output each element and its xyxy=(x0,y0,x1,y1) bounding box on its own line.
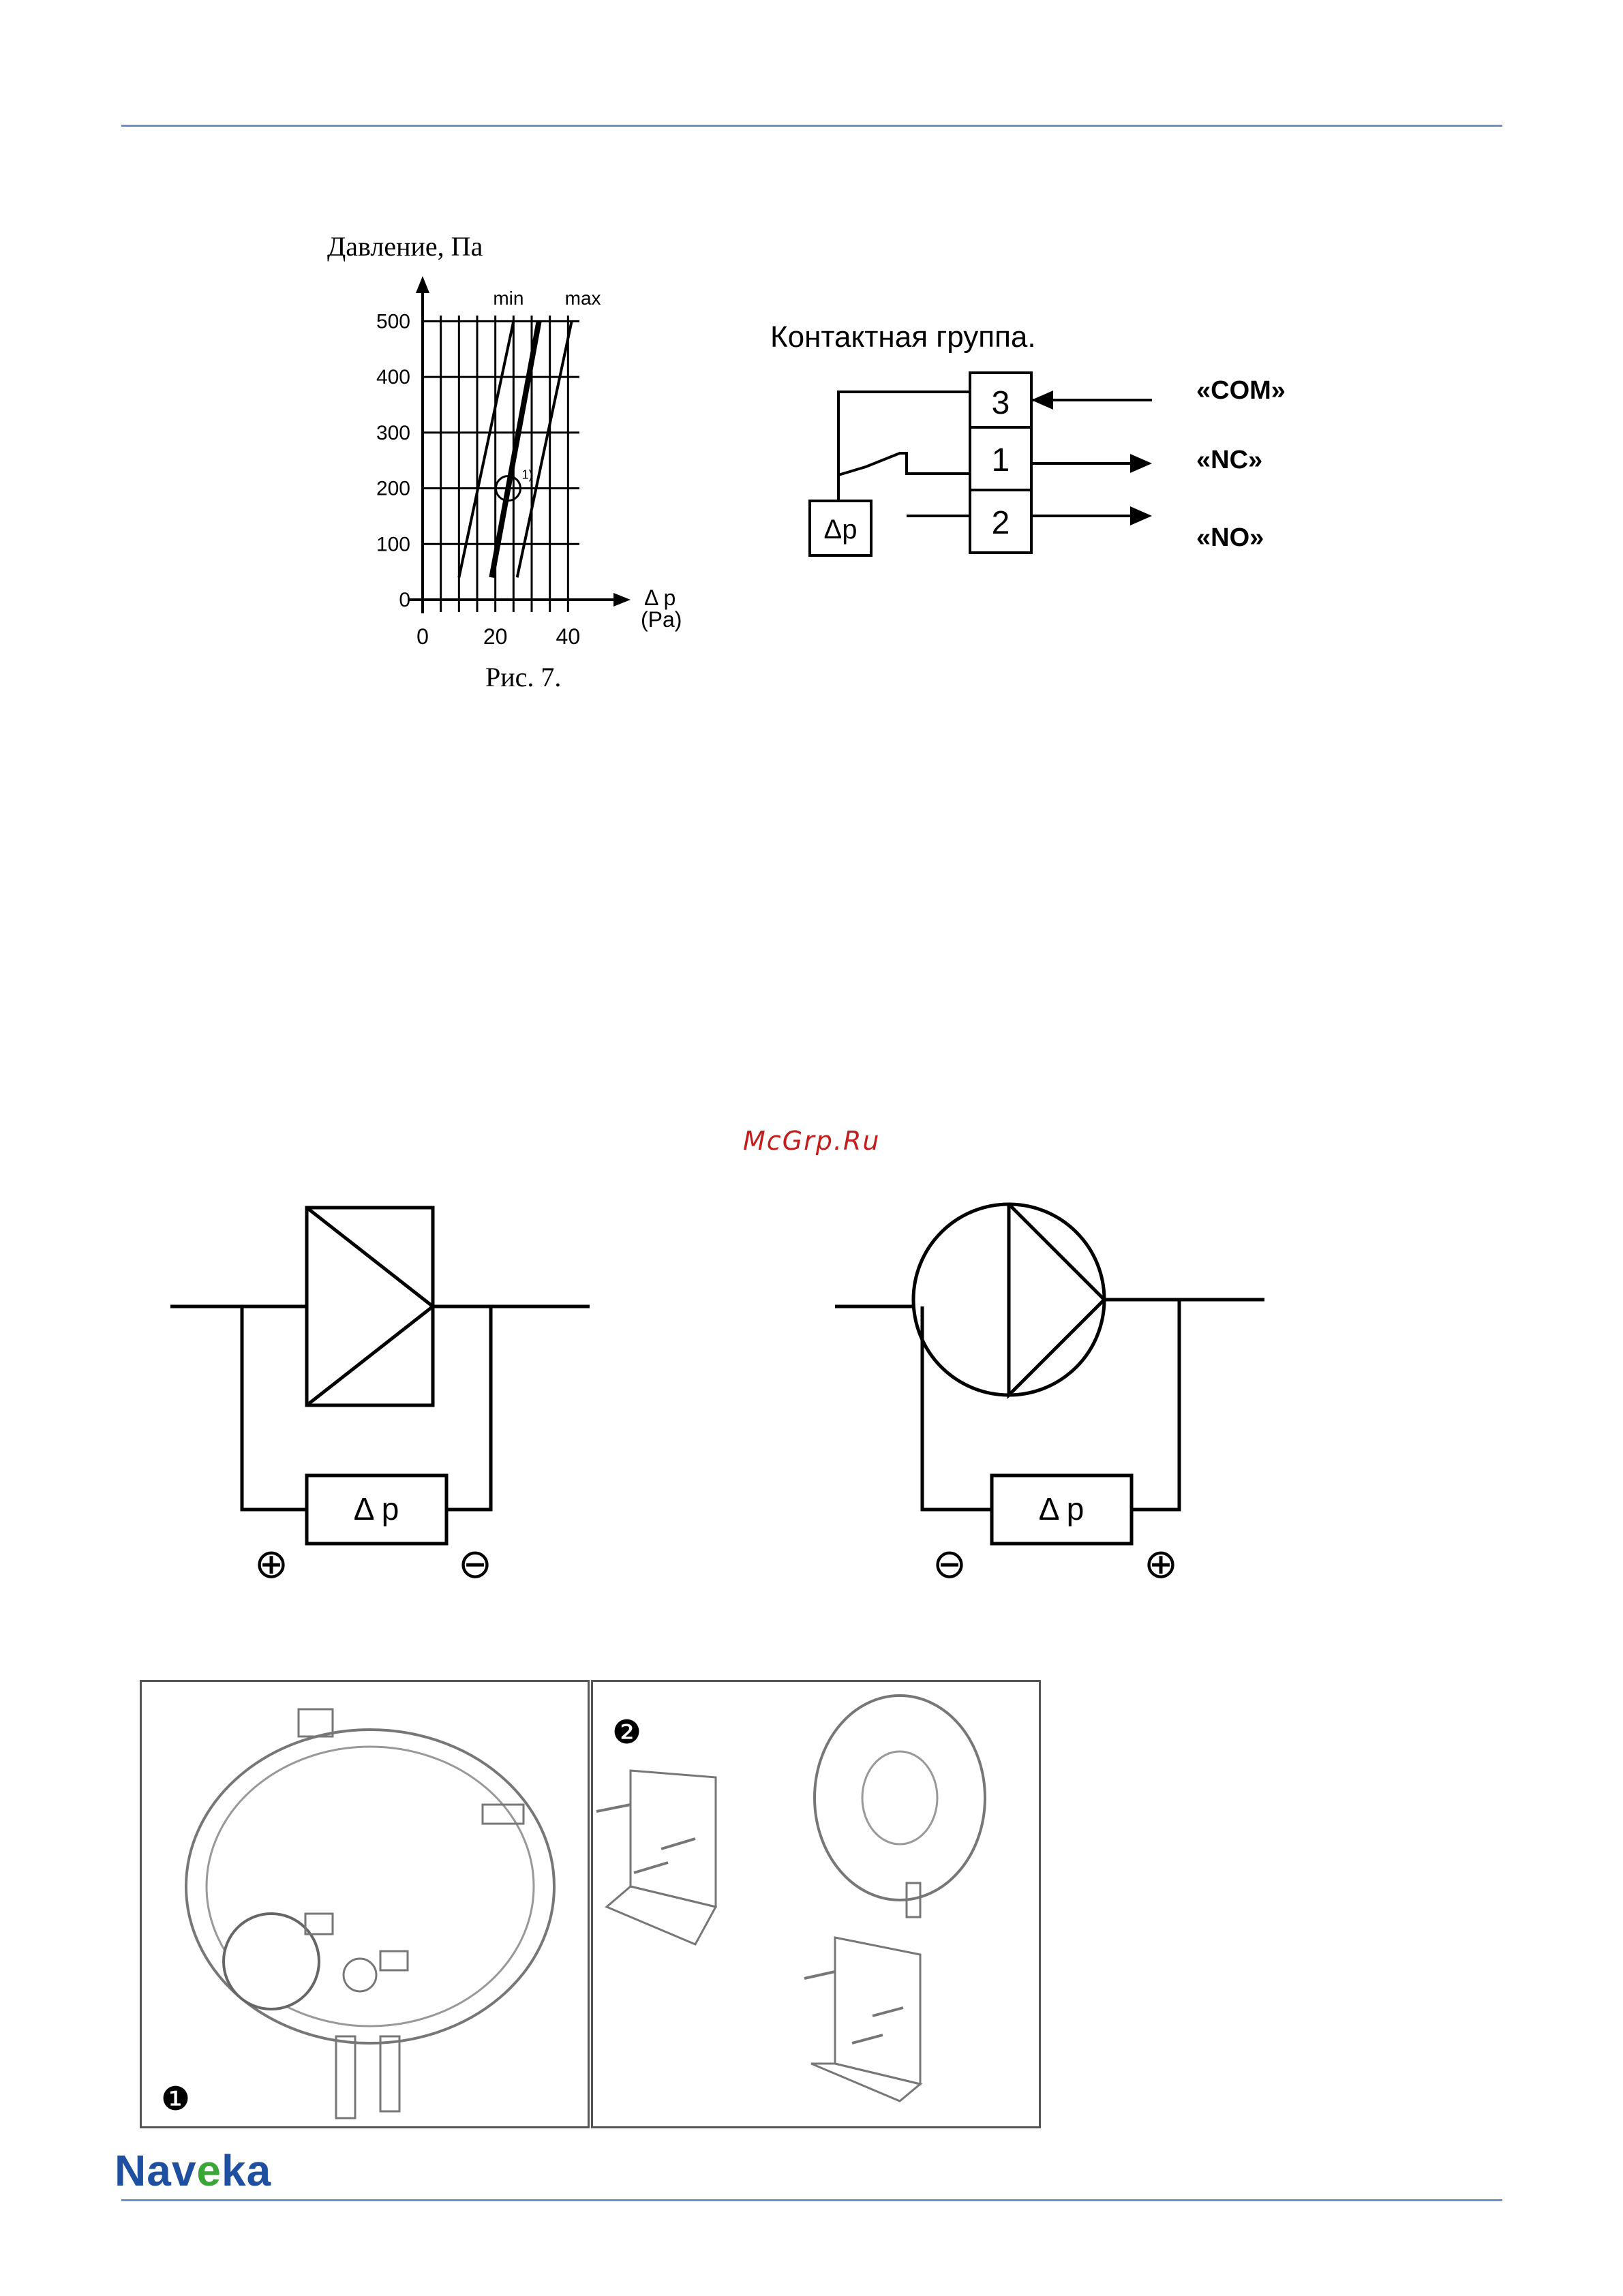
minus-symbol: ⊖ xyxy=(457,1541,493,1587)
label-com: «COM» xyxy=(1196,376,1286,405)
fan-diagram xyxy=(828,1199,1278,1595)
pressure-nozzle-2 xyxy=(380,2036,399,2111)
terminal-1-label: 1 xyxy=(991,442,1010,478)
y-tick-label: 500 xyxy=(376,310,410,333)
com-arrow-head xyxy=(1031,391,1053,410)
chart-series-group xyxy=(459,321,571,577)
filter-box xyxy=(307,1208,433,1405)
y-tick-label: 300 xyxy=(376,421,410,444)
series-line-min xyxy=(459,321,513,577)
com-wire xyxy=(838,392,970,475)
watermark: McGrp.Ru xyxy=(743,1126,881,1156)
mounting-illustration xyxy=(593,1682,1039,2126)
setpoint-marker-label: 1) xyxy=(521,468,533,482)
bracket-2 xyxy=(835,1938,920,2084)
fan-minus-symbol: ⊖ xyxy=(932,1541,967,1587)
fan-dp-sensor-label: Δ p xyxy=(1038,1491,1084,1527)
terminal-2-label: 2 xyxy=(991,505,1010,541)
contacts-title: Контактная группа. xyxy=(770,320,1036,354)
label-nc: «NC» xyxy=(1196,446,1263,474)
chart-xunit: (Pa) xyxy=(641,607,682,632)
fan-plus-symbol: ⊕ xyxy=(1143,1541,1179,1587)
plus-symbol: ⊕ xyxy=(254,1541,289,1587)
header-rule xyxy=(121,125,1502,127)
badge-2: ❷ xyxy=(612,1715,642,1751)
x-tick-label: 20 xyxy=(483,624,508,649)
switch-back-view xyxy=(815,1696,985,1900)
y-tick-label: 200 xyxy=(376,477,410,500)
naveka-logo xyxy=(115,2145,271,2196)
fan-minus-tube xyxy=(922,1306,992,1510)
pressure-chart xyxy=(314,225,695,716)
y-tick-label: 0 xyxy=(399,589,410,611)
filter-diagram xyxy=(164,1199,600,1595)
label-no: «NO» xyxy=(1196,523,1264,552)
logo-part-b: e xyxy=(196,2146,222,2195)
minus-tube xyxy=(446,1306,491,1510)
x-axis-arrow xyxy=(613,593,631,607)
chart-ylabel: Давление, Па xyxy=(327,231,483,262)
photo-panel-1 xyxy=(140,1680,590,2128)
terminal-3-label: 3 xyxy=(991,385,1010,421)
plus-tube xyxy=(242,1306,307,1510)
contact-diagram xyxy=(798,365,1316,569)
chart-xlabel: Δ p xyxy=(644,585,676,610)
pressure-switch-illustration xyxy=(142,1682,588,2126)
figure-caption: Рис. 7. xyxy=(485,662,562,692)
fan-triangle xyxy=(1009,1204,1104,1395)
photo-panel-2 xyxy=(591,1680,1041,2128)
footer-rule xyxy=(121,2199,1502,2201)
chart-grid xyxy=(423,316,579,612)
switch-contact xyxy=(838,453,970,475)
x-tick-label: 0 xyxy=(416,624,429,649)
bracket-1 xyxy=(631,1771,716,1907)
sensor-label: Δp xyxy=(823,515,858,545)
fan-plus-tube xyxy=(1132,1300,1179,1510)
x-tick-label: 40 xyxy=(556,624,581,649)
filter-triangle xyxy=(307,1208,433,1405)
logo-part-c: ka xyxy=(222,2146,272,2195)
port-connector xyxy=(344,1959,376,1991)
y-axis-arrow xyxy=(416,276,429,293)
legend-min: min xyxy=(493,288,524,309)
series-line-max xyxy=(517,321,572,577)
no-arrow-head xyxy=(1130,506,1152,525)
pressure-nozzle-1 xyxy=(336,2036,355,2118)
dp-sensor-label: Δ p xyxy=(353,1491,399,1527)
y-tick-label: 400 xyxy=(376,366,410,389)
nc-arrow-head xyxy=(1130,454,1152,473)
badge-1: ❶ xyxy=(161,2081,191,2117)
logo-part-a: Nav xyxy=(115,2146,197,2195)
screw xyxy=(596,1805,631,1811)
y-tick-label: 100 xyxy=(376,533,410,556)
legend-max: max xyxy=(564,288,601,309)
